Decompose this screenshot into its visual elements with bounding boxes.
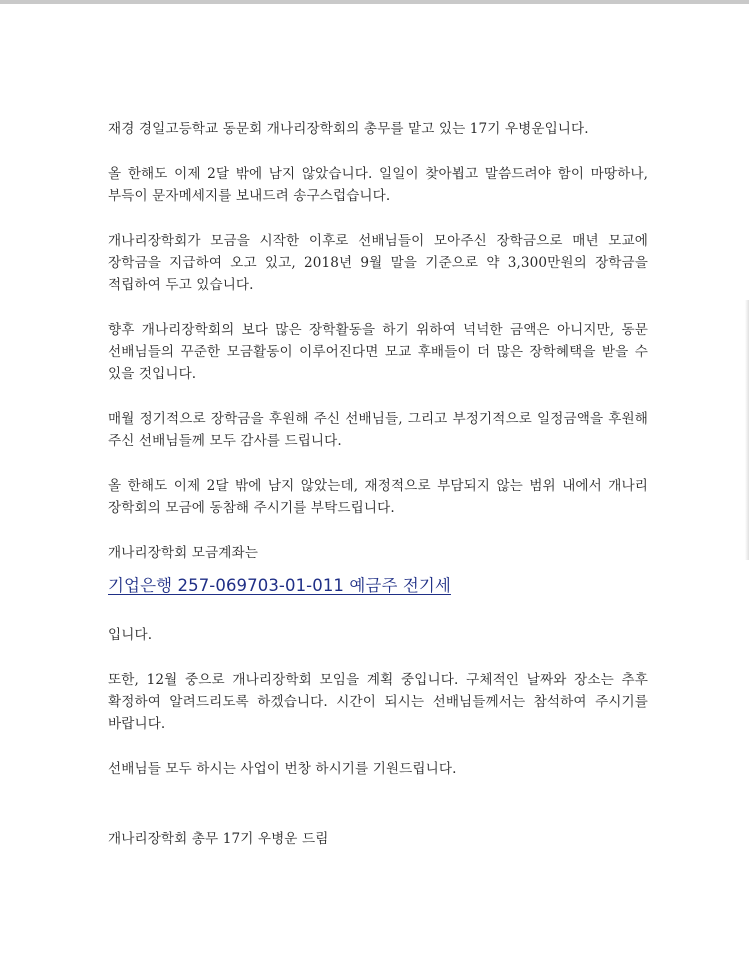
signature: 개나리장학회 총무 17기 우병운 드림: [108, 831, 329, 847]
paragraph-request: 올 한해도 이제 2달 밖에 남지 않았는데, 재정적으로 부담되지 않는 범위 내에서 개나리 장학회의 모금에 동참해 주시기를 부탁드립니다.: [108, 478, 648, 516]
paragraph-thanks: 매월 정기적으로 장학금을 후원해 주신 선배님들, 그리고 부정기적으로 일정금액을 후원해 주신 선배님들께 모두 감사를 드립니다.: [108, 411, 648, 449]
paragraph-future: 향후 개나리장학회의 보다 많은 장학활동을 하기 위하여 넉넉한 금액은 아니지만, 동문 선배님들의 꾸준한 모금활동이 이루어진다면 모교 후배들이 더 많은 장학혜택을 받을 수 있을 것입니다.: [108, 322, 648, 382]
letter-body: [108, 118, 648, 850]
paragraph-intro: 재경 경일고등학교 동문회 개나리장학회의 총무를 맡고 있는 17기 우병운입니다.: [108, 121, 589, 137]
paragraph-account-intro: 개나리장학회 모금계좌는: [108, 545, 258, 561]
bank-account-text: 기업은행 257-069703-01-011 예금주 전기세: [108, 576, 451, 595]
paragraph-wishes: 선배님들 모두 하시는 사업이 번창 하시기를 기원드립니다.: [108, 761, 457, 777]
top-edge-bar: [0, 0, 749, 4]
paragraph-meeting: 또한, 12월 중으로 개나리장학회 모임을 계획 중입니다. 구체적인 날짜와 장소는 추후 확정하여 알려드리도록 하겠습니다. 시간이 되시는 선배님들께서는 참석하여 주시기를 바랍니다.: [108, 672, 648, 732]
paragraph-account-end: 입니다.: [108, 627, 153, 643]
paragraph-history: 개나리장학회가 모금을 시작한 이후로 선배님들이 모아주신 장학금으로 매년 모교에 장학금을 지급하여 오고 있고, 2018년 9월 말을 기준으로 약 3,300만원의 장학금을 적립하여 두고 있습니다.: [108, 233, 648, 293]
page-edge-shadow: [745, 300, 749, 560]
paragraph-greeting: 올 한해도 이제 2달 밖에 남지 않았습니다. 일일이 찾아뵙고 말씀드려야 함이 마땅하나, 부득이 문자메세지를 보내드려 송구스럽습니다.: [108, 166, 648, 204]
